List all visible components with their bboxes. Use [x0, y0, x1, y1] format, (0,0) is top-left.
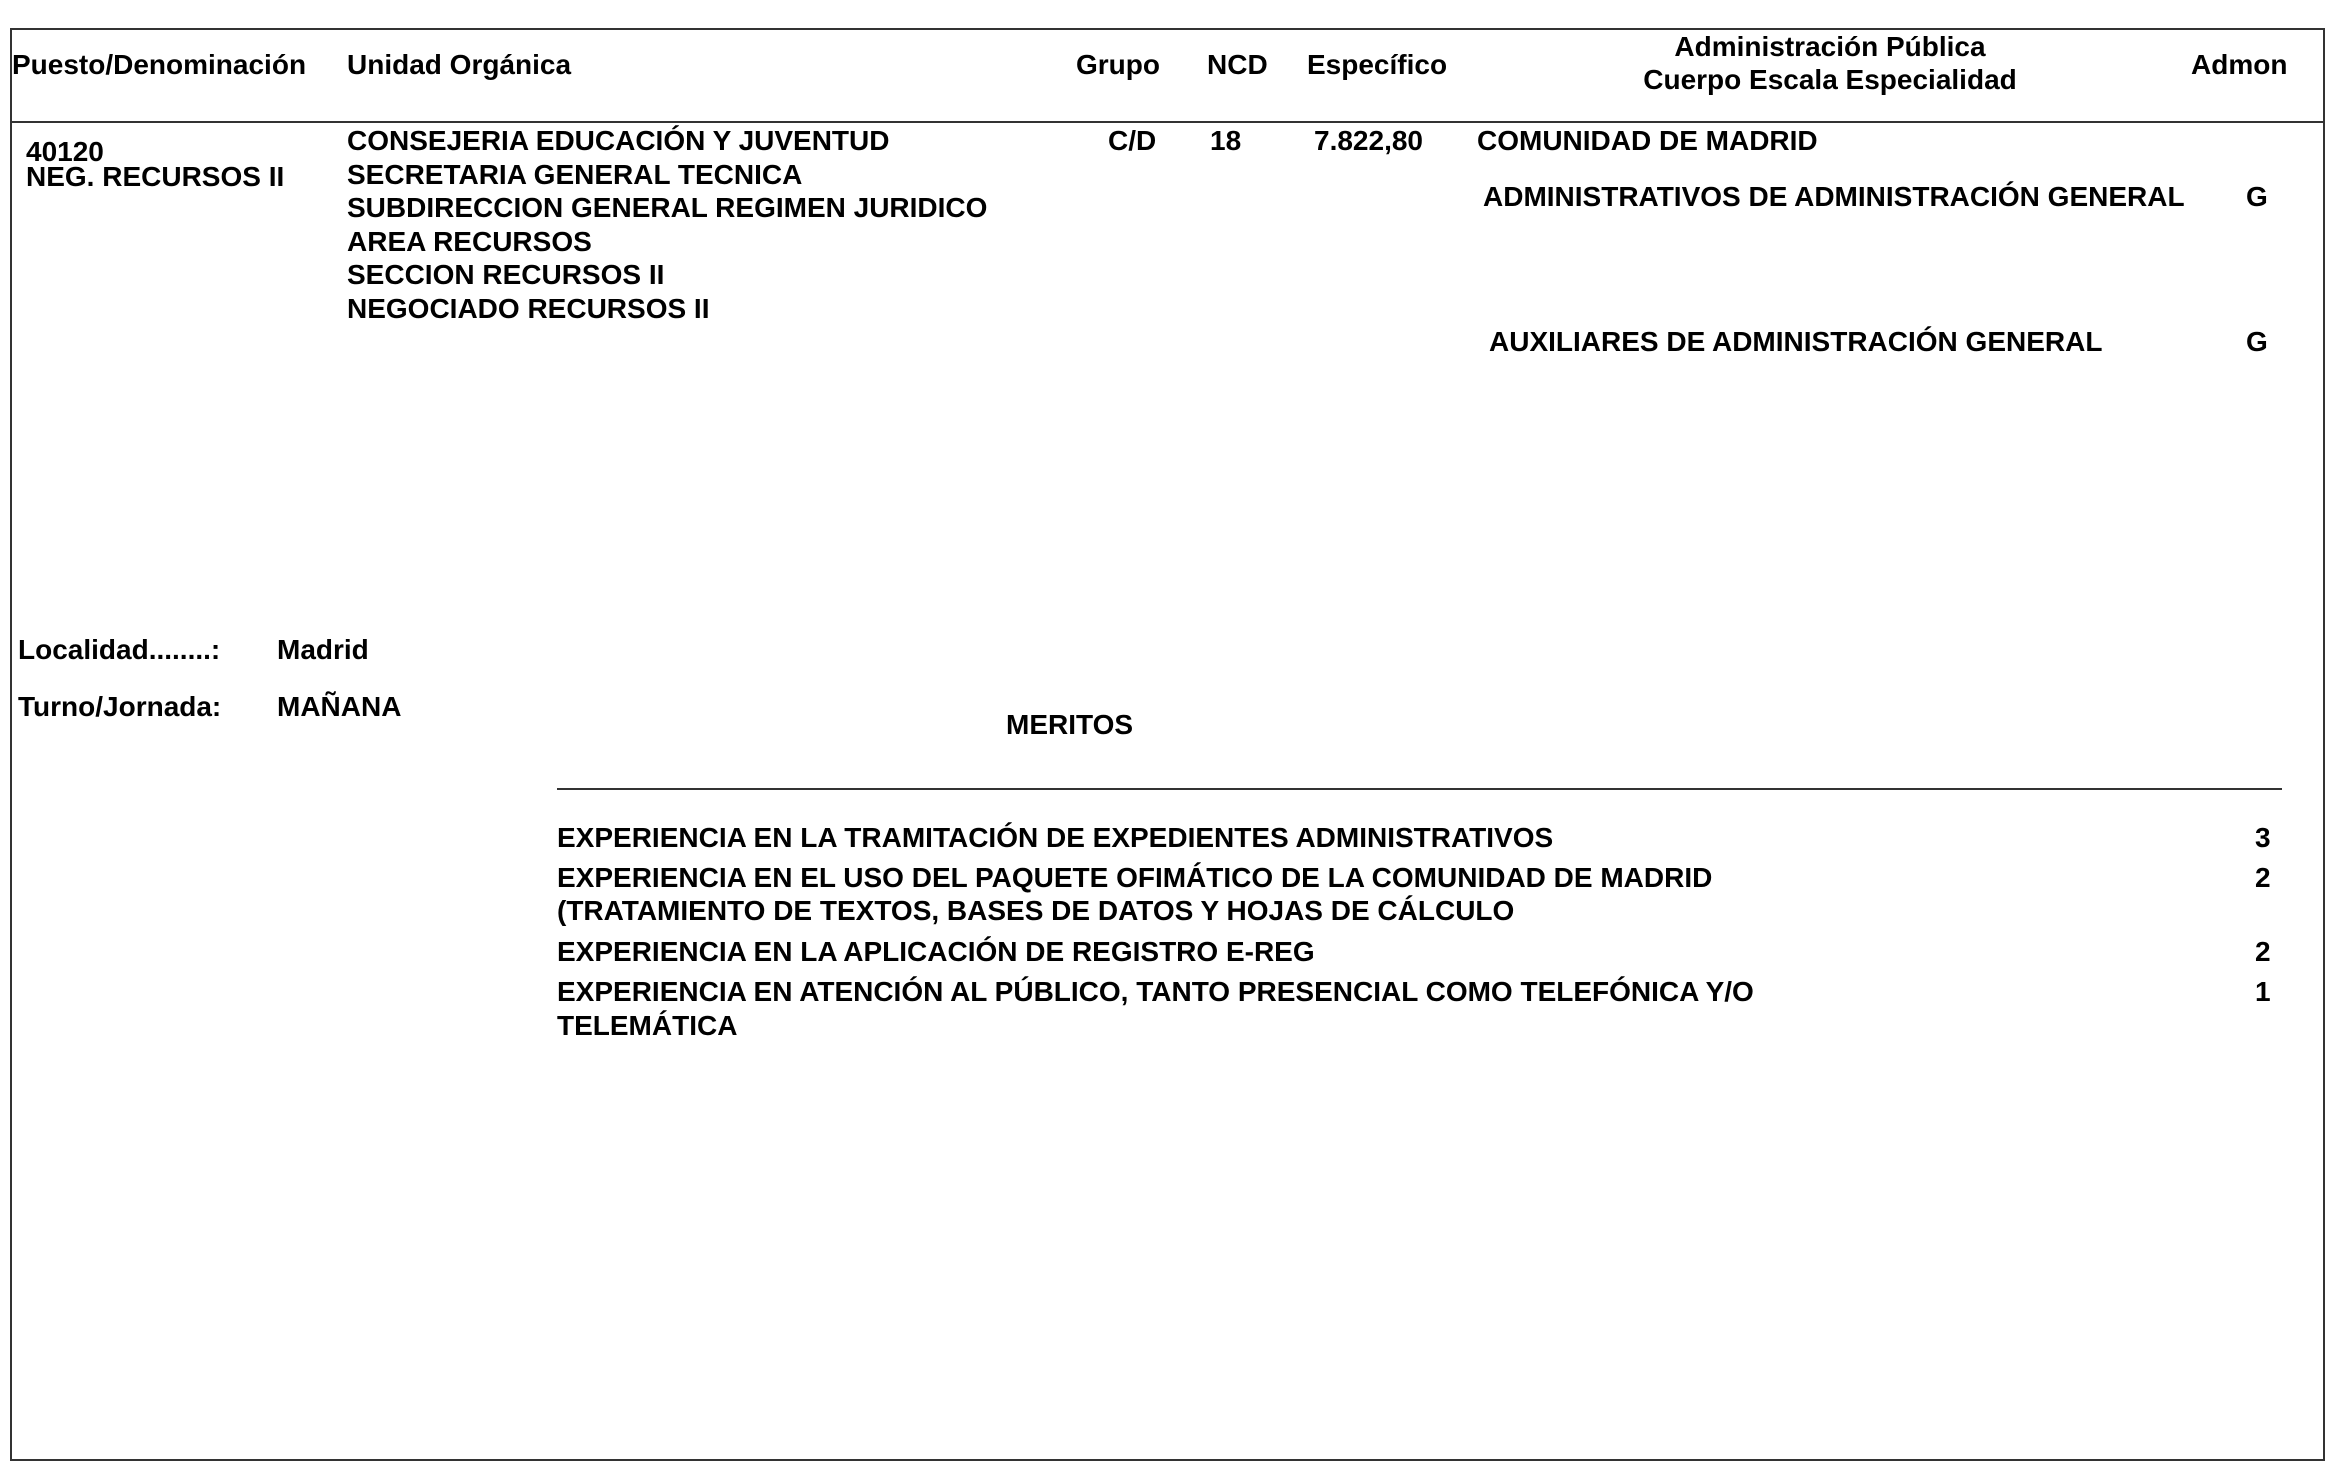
merito-points: 3 [2255, 822, 2271, 853]
merito-points: 1 [2255, 976, 2271, 1007]
meritos-title: MERITOS [1006, 709, 1134, 740]
header-cuerpo-escala-especialidad: Cuerpo Escala Especialidad [1643, 64, 2017, 95]
turno-value: MAÑANA [277, 691, 402, 722]
administracion-value: COMUNIDAD DE MADRID [1477, 125, 1818, 156]
merito-item: EXPERIENCIA EN LA APLICACIÓN DE REGISTRO E-REG [557, 936, 1315, 967]
header-administracion-publica: Administración Pública [1674, 31, 1986, 62]
unidad-line: CONSEJERIA EDUCACIÓN Y JUVENTUD [347, 125, 890, 156]
merito-item-continuation: (TRATAMIENTO DE TEXTOS, BASES DE DATOS Y HOJAS DE CÁLCULO [557, 895, 1515, 926]
puesto-denominacion: NEG. RECURSOS II [26, 161, 285, 192]
merito-item: EXPERIENCIA EN EL USO DEL PAQUETE OFIMÁTICO DE LA COMUNIDAD DE MADRID [557, 862, 1713, 893]
header-puesto: Puesto/Denominación [12, 49, 307, 80]
cuerpo-name: AUXILIARES DE ADMINISTRACIÓN GENERAL [1489, 326, 2103, 357]
cuerpo-admon: G [2246, 326, 2268, 357]
unidad-line: SECCION RECURSOS II [347, 259, 665, 290]
header-especifico: Específico [1307, 49, 1448, 80]
localidad-label: Localidad........: [18, 634, 221, 665]
ncd-value: 18 [1210, 125, 1242, 156]
merito-item: EXPERIENCIA EN LA TRAMITACIÓN DE EXPEDIENTES ADMINISTRATIVOS [557, 822, 1554, 853]
merito-points: 2 [2255, 862, 2271, 893]
header-divider [10, 121, 2325, 123]
especifico-value: 7.822,80 [1314, 125, 1423, 156]
merito-item: EXPERIENCIA EN ATENCIÓN AL PÚBLICO, TANTO PRESENCIAL COMO TELEFÓNICA Y/O [557, 976, 1754, 1007]
unidad-line: AREA RECURSOS [347, 225, 592, 257]
unidad-line: SUBDIRECCION GENERAL REGIMEN JURIDICO [347, 192, 988, 223]
unidad-organica [347, 124, 987, 325]
cuerpo-admon: G [2246, 181, 2268, 212]
header-unidad: Unidad Orgánica [347, 49, 572, 80]
header-ncd: NCD [1207, 49, 1268, 80]
merito-item-continuation: TELEMÁTICA [557, 1010, 738, 1041]
turno-label: Turno/Jornada: [18, 691, 222, 722]
merito-points: 2 [2255, 936, 2271, 967]
unidad-line: SECRETARIA GENERAL TECNICA [347, 158, 803, 190]
localidad-value: Madrid [277, 634, 369, 665]
unidad-line: NEGOCIADO RECURSOS II [347, 292, 710, 324]
header-admon: Admon [2191, 49, 2288, 80]
puesto-code: 40120 [26, 136, 104, 167]
cuerpo-name: ADMINISTRATIVOS DE ADMINISTRACIÓN GENERAL [1483, 181, 2185, 212]
meritos-divider [557, 788, 2282, 790]
header-grupo: Grupo [1076, 49, 1160, 80]
grupo-value: C/D [1108, 125, 1157, 156]
